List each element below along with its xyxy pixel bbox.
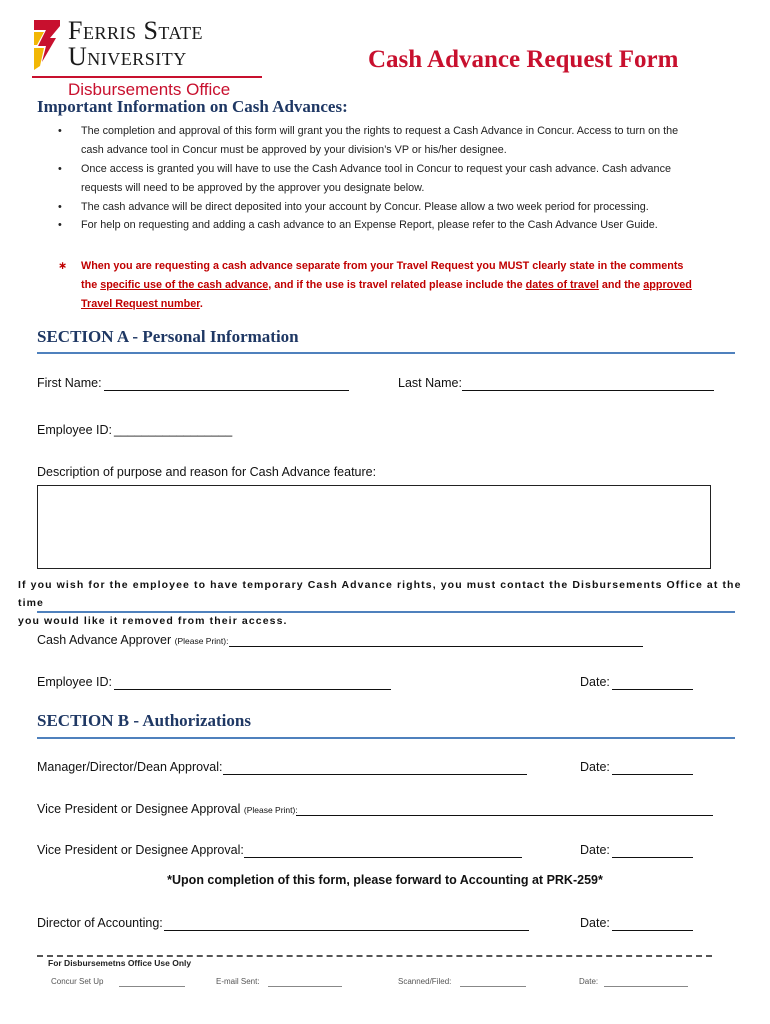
first-name-label: First Name: [37,376,102,390]
warning-text: and the [598,279,644,291]
approver-label-text: Cash Advance Approver [37,633,172,647]
bullet-text: requests will need to be approved by the approver you designate below. [81,182,425,194]
department-name: Disbursements Office [68,80,231,99]
university-name-line2: University [68,42,187,71]
university-name-line1: Ferris State [68,16,203,45]
vp-approval-field[interactable] [244,845,522,858]
asterisk-icon: ∗ [58,260,68,272]
approver-date-field[interactable] [612,677,693,690]
page-title: Cash Advance Request Form [368,46,679,73]
approver-label [37,633,228,647]
concur-setup-label: Concur Set Up [51,977,104,986]
employee-id-label: Employee ID: [37,423,113,437]
concur-setup-field[interactable] [119,977,185,987]
email-sent-field[interactable] [268,977,342,987]
director-field[interactable] [164,918,529,931]
director-date-field[interactable] [612,918,693,931]
info-heading: Important Information on Cash Advances: [37,97,348,116]
description-textarea[interactable] [37,485,711,569]
last-name-field[interactable] [462,376,714,391]
bullet-text: The cash advance will be direct deposited into your account by Concur. Please allow a two week period for processing. [81,201,649,213]
office-date-label: Date: [579,977,599,986]
approver-employee-id-field[interactable] [114,677,391,690]
section-a-divider [37,352,735,354]
section-a-heading: SECTION A - Personal Information [37,327,299,346]
vp-approval-label: Vice President or Designee Approval: [37,843,244,857]
employee-id-field[interactable]: _________________ [114,423,233,437]
approver-name-field[interactable] [229,634,643,647]
warning-text: the [81,279,101,291]
notice-line: you would like it removed from their access. [18,615,288,627]
removal-notice [18,576,753,630]
warning-text: , and if the use is travel related please include the [268,279,526,291]
warning-text: When you are requesting a cash advance separate from your Travel Request you MUST clearly state in the comments [81,260,684,272]
bullet-text: The completion and approval of this form will grant you the rights to request a Cash Advance in Concur. Access to turn on the [81,125,679,137]
approver-date-label: Date: [580,675,610,689]
section-b-heading: SECTION B - Authorizations [37,711,251,730]
manager-date-label: Date: [580,760,610,774]
vp-print-label [37,802,298,816]
vp-date-field[interactable] [612,845,693,858]
office-use-label: For Disbursemetns Office Use Only [48,958,192,968]
bullet-text: For help on requesting and adding a cash advance to an Expense Report, please refer to the Cash Advance User Guide. [81,219,658,231]
please-print-hint: (Please Print): [243,805,298,815]
first-name-field[interactable] [104,376,349,391]
scanned-filed-field[interactable] [460,977,526,987]
director-date-label: Date: [580,916,610,930]
bullet-text: Once access is granted you will have to use the Cash Advance tool in Concur to request your cash advance. Cash advance [81,163,671,175]
bullet-item: • Once access is granted you will have to use the Cash Advance tool in Concur to request your cash advance. Cash advance [58,160,718,179]
email-sent-label: E-mail Sent: [216,977,260,986]
notice-line: If you wish for the employee to have temporary Cash Advance rights, you must contact the Disbursements Office at the time [18,579,742,609]
logo-divider [32,76,262,78]
approver-employee-id-label: Employee ID: [37,675,113,689]
please-print-hint: (Please Print): [174,636,229,646]
bullet-item: • The completion and approval of this form will grant you the rights to request a Cash Advance in Concur. Access to turn on the [58,122,718,141]
office-date-field[interactable] [604,977,688,987]
bullet-text: cash advance tool in Concur must be approved by your division’s VP or his/her designee. [81,144,507,156]
office-use-divider [37,955,712,957]
bullet-item: • For help on requesting and adding a cash advance to an Expense Report, please refer to the Cash Advance User Guide. [58,216,718,235]
forward-instruction: *Upon completion of this form, please forward to Accounting at PRK-259* [167,873,603,887]
warning-emphasis: dates of travel [525,279,599,291]
director-label: Director of Accounting: [37,916,163,930]
bullet-item: • The cash advance will be direct deposited into your account by Concur. Please allow a two week period for processing. [58,198,718,217]
description-label: Description of purpose and reason for Cash Advance feature: [37,465,377,479]
warning-emphasis: approved [643,279,692,291]
vp-date-label: Date: [580,843,610,857]
warning-emphasis: Travel Request number [81,298,200,310]
section-b-divider [37,737,735,739]
last-name-label: Last Name: [398,376,462,390]
warning-emphasis: specific use of the cash advance [100,279,269,291]
scanned-filed-label: Scanned/Filed: [398,977,452,986]
notice-divider [37,611,735,613]
manager-date-field[interactable] [612,762,693,775]
ferris-flame-logo-icon [32,18,62,72]
warning-text: . [199,298,203,310]
vp-print-label-text: Vice President or Designee Approval [37,802,241,816]
manager-approval-field[interactable] [223,762,527,775]
manager-approval-label: Manager/Director/Dean Approval: [37,760,223,774]
vp-name-field[interactable] [296,803,713,816]
